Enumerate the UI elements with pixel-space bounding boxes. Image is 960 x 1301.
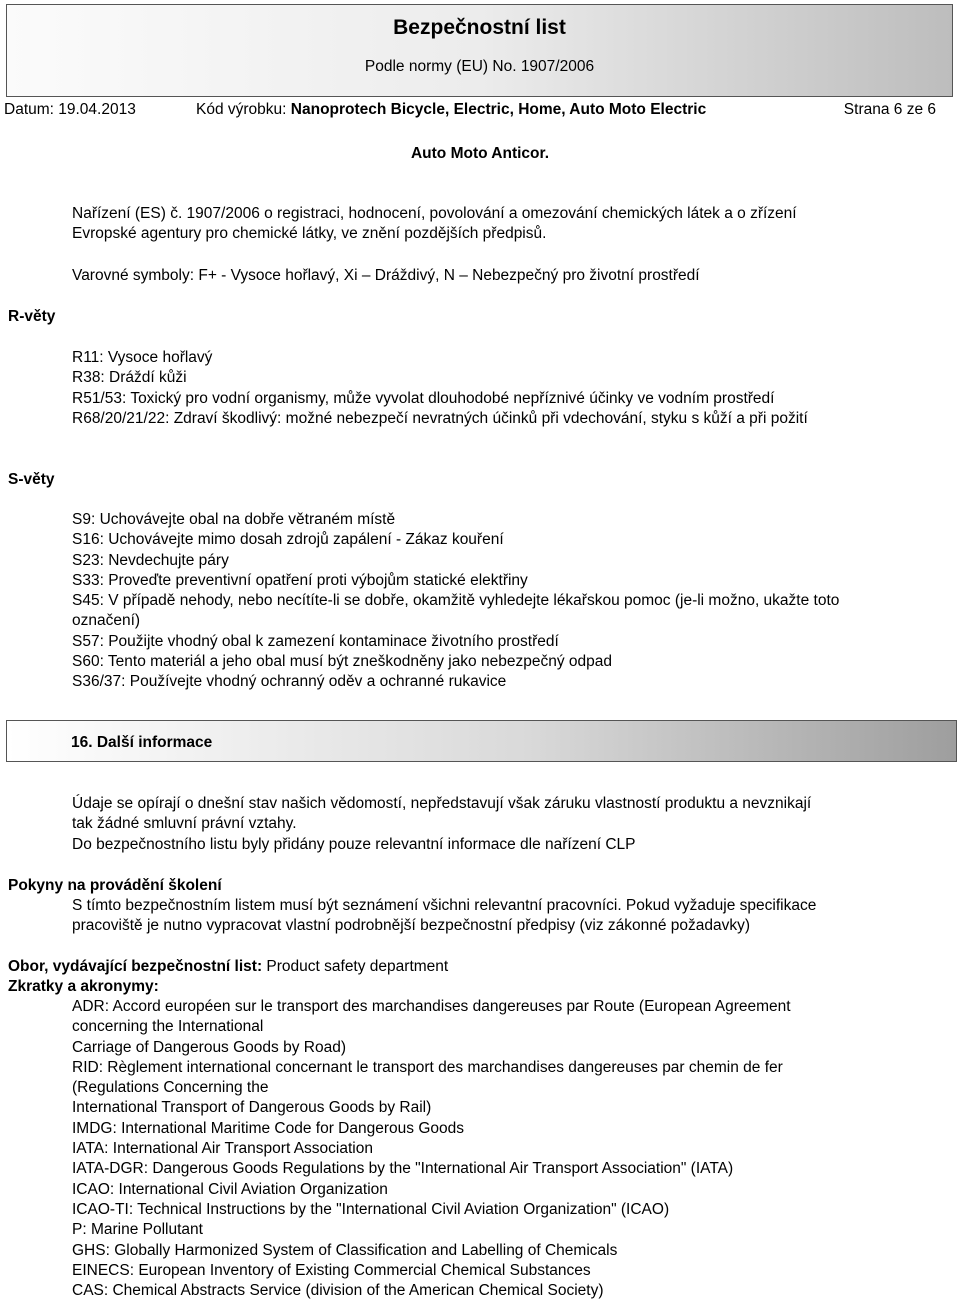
info-line: Údaje se opírají o dnešní stav našich vědomostí, nepředstavují však záruku vlastností produktu a nevznikají [72,795,812,812]
document-header [6,4,953,97]
product-code-label: Kód výrobku: [196,101,291,118]
r-phrase-item: R68/20/21/22: Zdraví škodlivý: možné nebezpečí nevratných účinků při vdechování, styku s kůží a při požití [72,409,808,427]
s-phrase-item: S23: Nevdechujte páry [72,551,229,569]
section-16-header [6,720,957,762]
abbreviation-line: concerning the International [72,1018,264,1036]
issuer-label: Obor, vydávající bezpečnostní list: [8,958,263,975]
abbreviation-line: IMDG: International Maritime Code for Dangerous Goods [72,1119,464,1137]
r-phrases-label: R-věty [8,308,56,325]
s-phrase-item: S9: Uchovávejte obal na dobře větraném místě [72,511,396,528]
training-text [72,896,952,937]
s-phrases-list [72,510,952,693]
abbreviation-line: RID: Règlement international concernant le transport des marchandises dangereuses par chemin de fer [72,1058,783,1076]
s-phrase-item: S57: Použijte vhodný obal k zamezení kontaminace životního prostředí [72,632,559,650]
issuer-value: Product safety department [262,958,449,975]
abbreviation-line: Carriage of Dangerous Goods by Road) [72,1038,346,1056]
document-date: Datum: 19.04.2013 [4,101,136,118]
s-phrases-label: S-věty [8,471,55,488]
warning-symbols-text: Varovné symboly: F+ - Vysoce hořlavý, Xi – Dráždivý, N – Nebezpečný pro životní prostředí [72,267,700,284]
abbreviation-line: ICAO: International Civil Aviation Organization [72,1180,388,1198]
regulation-line: Nařízení (ES) č. 1907/2006 o registraci, hodnocení, povolování a omezování chemických látek a o zřízení [72,205,797,222]
abbreviation-line: IATA: International Air Transport Association [72,1140,373,1158]
abbreviation-line: International Transport of Dangerous Goods by Rail) [72,1099,432,1117]
abbreviation-line: GHS: Globally Harmonized System of Classification and Labelling of Chemicals [72,1241,618,1259]
abbreviation-line: (Regulations Concerning the [72,1079,269,1097]
abbreviations-label: Zkratky a akronymy: [8,978,159,995]
abbreviation-line: IATA-DGR: Dangerous Goods Regulations by the "International Air Transport Association" (IATA) [72,1160,734,1178]
abbreviation-line: ADR: Accord européen sur le transport des marchandises dangereuses par Route (European Agreement [72,998,791,1015]
regulation-line: Evropské agentury pro chemické látky, ve znění pozdějších předpisů. [72,225,547,243]
document-regulation: Podle normy (EU) No. 1907/2006 [364,58,595,75]
product-name-continued: Auto Moto Anticor. [410,145,550,162]
s-phrase-item: S60: Tento materiál a jeho obal musí být zneškodněny jako nebezpečný odpad [72,653,612,671]
s-phrase-item: S16: Uchovávejte mimo dosah zdrojů zapálení - Zákaz kouření [72,531,504,549]
regulation-text [72,204,952,245]
page-number: Strana 6 ze 6 [843,101,936,118]
warning-symbols [72,266,952,286]
s-phrase-item: označení) [72,612,141,630]
product-code [196,100,706,120]
abbreviation-line: P: Marine Pollutant [72,1221,203,1239]
section-16-title: 16. Další informace [71,734,213,751]
r-phrase-item: R51/53: Toxický pro vodní organismy, může vyvolat dlouhodobé nepříznivé účinky ve vodním prostředí [72,389,775,407]
info-line: tak žádné smluvní právní vztahy. [72,815,297,833]
abbreviations-list [72,997,952,1301]
r-phrase-item: R11: Vysoce hořlavý [72,349,213,366]
product-code-value: Nanoprotech Bicycle, Electric, Home, Auto Moto Electric [290,101,707,118]
s-phrase-item: S45: V případě nehody, nebo necítíte-li se dobře, okamžitě vyhledejte lékařskou pomoc (je-li možno, ukažte toto [72,592,840,610]
s-phrase-item: S33: Proveďte preventivní opatření proti výbojům statické elektřiny [72,571,528,589]
document-title: Bezpečnostní list [393,16,566,39]
section-16-info [72,794,952,855]
training-label: Pokyny na provádění školení [8,877,222,894]
issuer-line [8,957,448,977]
abbreviation-line: CAS: Chemical Abstracts Service (division of the American Chemical Society) [72,1282,604,1300]
abbreviation-line: ICAO-TI: Technical Instructions by the "International Civil Aviation Organization" (ICAO) [72,1200,670,1218]
r-phrase-item: R38: Dráždí kůži [72,369,187,387]
r-phrases-list [72,348,952,429]
info-line: Do bezpečnostního listu byly přidány pouze relevantní informace dle nařízení CLP [72,835,636,853]
training-line: pracoviště je nutno vypracovat vlastní podrobnější bezpečnostní předpisy (viz zákonné požadavky) [72,917,751,935]
training-line: S tímto bezpečnostním listem musí být seznámení všichni relevantní pracovníci. Pokud vyžaduje specifikace [72,897,817,914]
abbreviation-line: EINECS: European Inventory of Existing Commercial Chemical Substances [72,1261,591,1279]
s-phrase-item: S36/37: Používejte vhodný ochranný oděv a ochranné rukavice [72,673,507,691]
